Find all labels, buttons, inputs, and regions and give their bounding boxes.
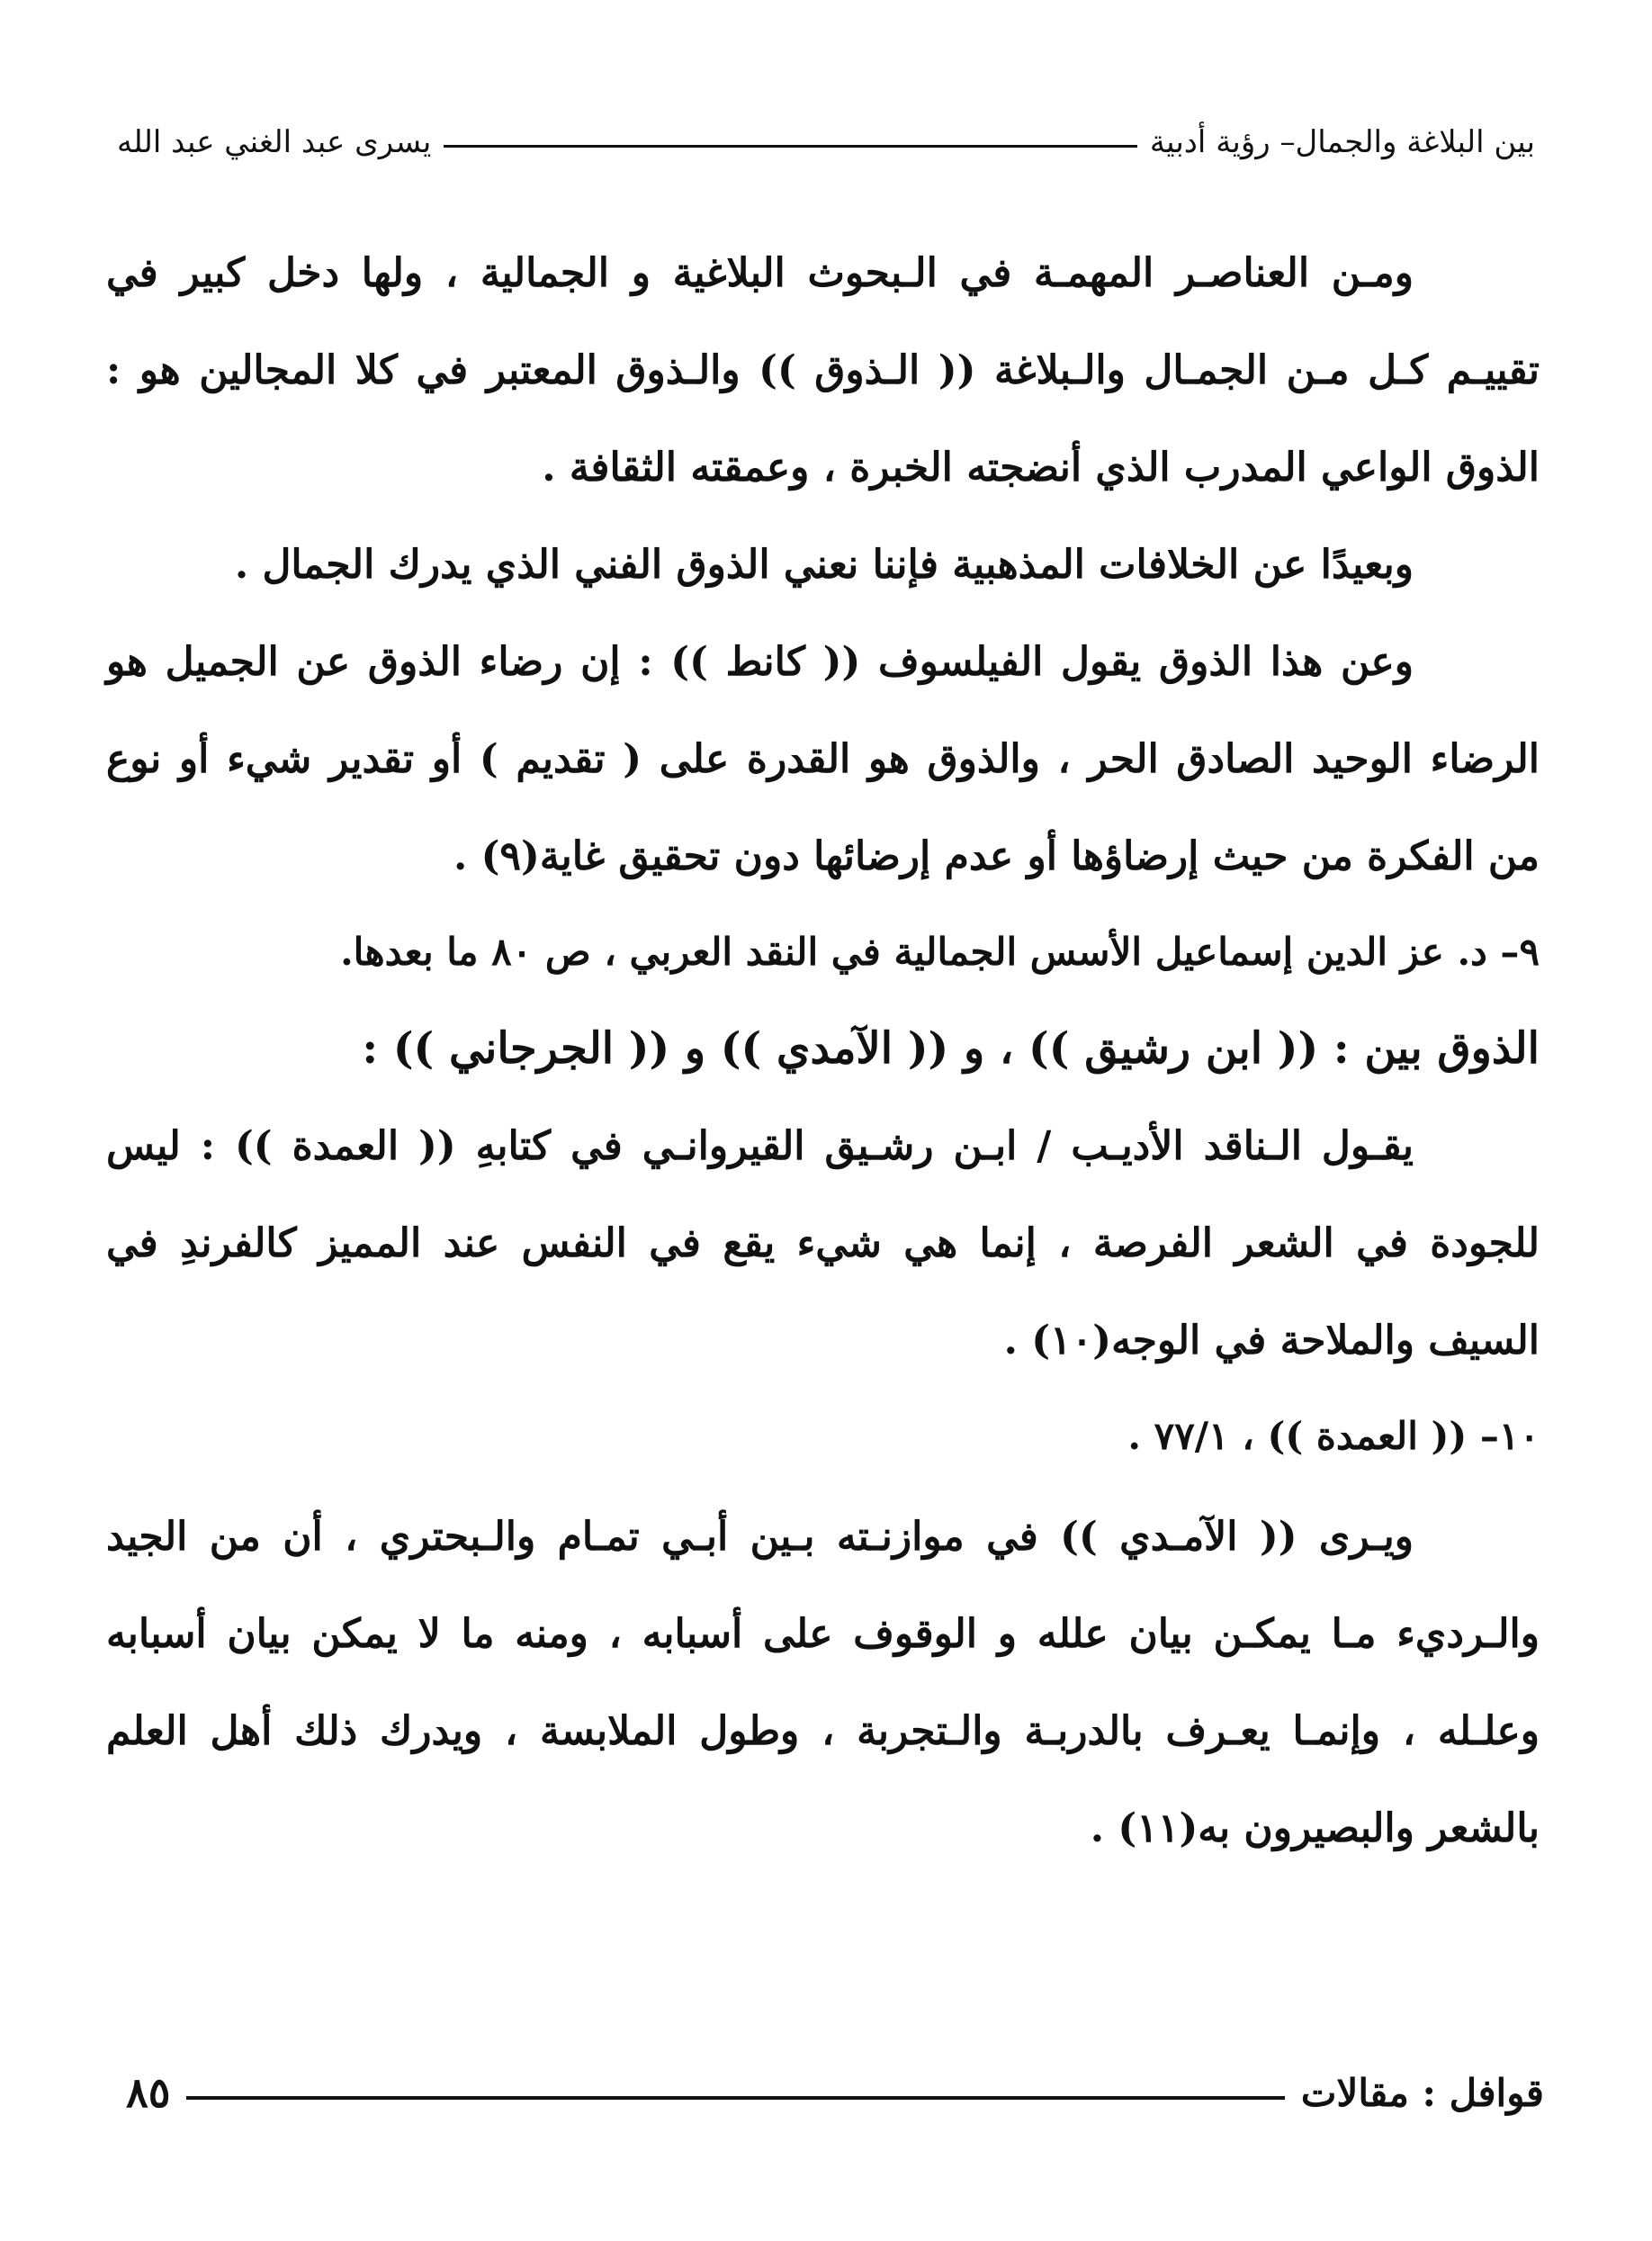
running-footer bbox=[126, 2061, 1544, 2124]
header-rule bbox=[444, 145, 1137, 148]
paragraph-amidi: ويـرى (( الآمـدي )) في موازنـته بـين أبـي تمـام والـبحتري ، أن من الجيد والـرديء مـا يمكـن بيان علله و الوقوف على أسبابه ، ومنه ما لا يمكن بيان أسبابه وعلـله ، وإنمـا يعـرف بالدربـة والـتجربة ، وطول الملابسة ، ويدرك ذلك أهل العلم بالشعر والبصيرون به(١١) . bbox=[106, 1514, 1540, 1851]
page-number: ٨٥ bbox=[126, 2068, 171, 2117]
header-author: يسرى عبد الغني عبد الله bbox=[117, 124, 432, 160]
footer-rule bbox=[186, 2096, 1284, 2100]
header-book-title: بين البلاغة والجمال– رؤية أدبية bbox=[1149, 124, 1535, 160]
paragraph-ibn-rashiq: يقـول الـناقد الأديـب / ابـن رشـيق القيروانـي في كتابهِ (( العمدة )) : ليس للجودة في الشعر الفرصة ، إنما هي شيء يقع في النفس عند المميز كالفرندِ في السيف والملاحة في الوجه(١٠) . bbox=[106, 1123, 1540, 1364]
page-body bbox=[106, 225, 1540, 1877]
footer-journal: قوافل : مقالات bbox=[1300, 2070, 1544, 2115]
paragraph-taste-elements: ومـن العناصـر المهمـة في الـبحوث البلاغية و الجمالية ، ولها دخل كبير في تقييـم كـل مـن الجمـال والـبلاغة (( الـذوق )) والـذوق المعتبر في كلا المجالين هو : الذوق الواعي المدرب الذي أنضجته الخبرة ، وعمقته الثقافة . bbox=[106, 250, 1540, 490]
paragraph-kant: وعن هذا الذوق يقول الفيلسوف (( كانط )) : إن رضاء الذوق عن الجميل هو الرضاء الوحيد الصادق الحر ، والذوق هو القدرة على ( تقديم ) أو تقدير شيء أو نوع من الفكرة من حيث إرضاؤها أو عدم إرضائها دون تحقيق غاية(٩) . bbox=[106, 639, 1540, 879]
running-header bbox=[117, 115, 1535, 169]
paragraph-beyond-schools: وبعيدًا عن الخلافات المذهبية فإننا نعني الذوق الفني الذي يدرك الجمال . bbox=[234, 542, 1414, 588]
section-heading: الذوق بين : (( ابن رشيق )) ، و (( الآمدي )) و (( الجرجاني )) : bbox=[362, 1023, 1540, 1074]
footnote-9: ٩– د. عز الدين إسماعيل الأسس الجمالية في النقد العربي ، ص ٨٠ ما بعدها. bbox=[340, 930, 1540, 974]
footnote-10: ١٠– (( العمدة )) ، ٧٧/١ . bbox=[1127, 1414, 1540, 1458]
